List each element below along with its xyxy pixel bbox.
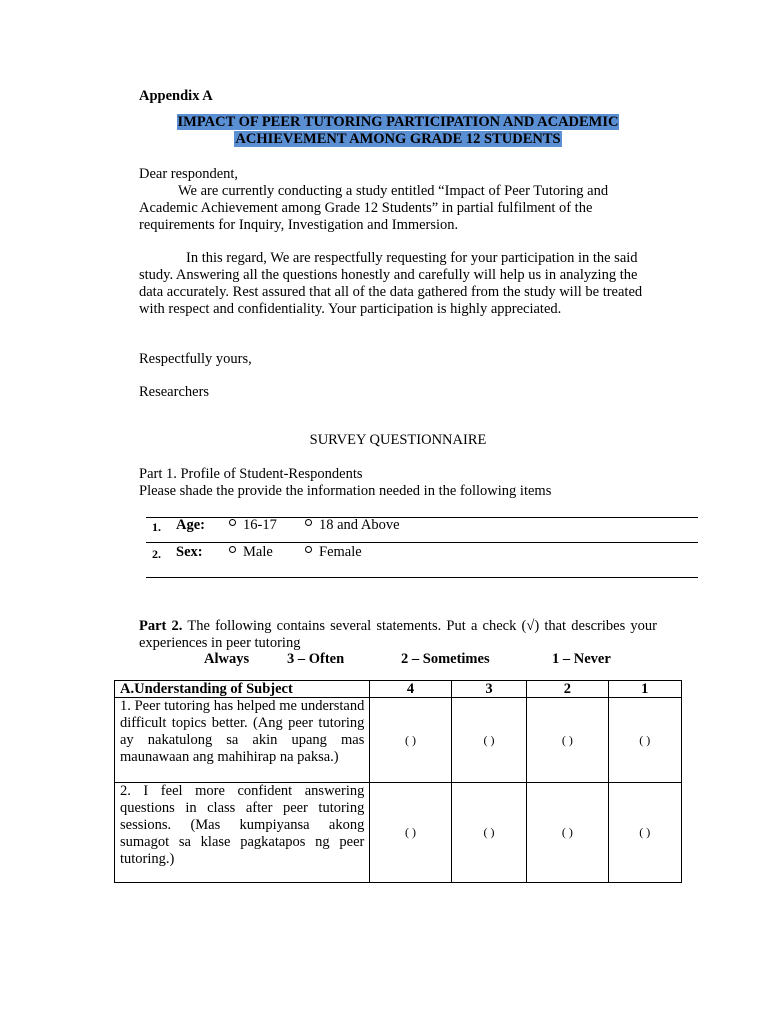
- title-line-2: ACHIEVEMENT AMONG GRADE 12 STUDENTS: [235, 131, 561, 147]
- paragraph-2: In this regard, We are respectfully requesting for your participation in the said study. Answering all the questions honestly and carefully will help us in analyzing the data accurately. Rest assured that all of the data gathered from the study will be treated with respect and confidentiality. Your participation is highly appreciated.: [139, 250, 643, 317]
- table-header-row: [115, 681, 682, 698]
- title-line-1: IMPACT OF PEER TUTORING PARTICIPATION AND ACADEMIC: [177, 114, 619, 130]
- radio-circle-icon: [305, 519, 312, 526]
- part1-heading: Part 1. Profile of Student-Respondents: [139, 466, 363, 482]
- salutation: Dear respondent,: [139, 166, 239, 182]
- rating-4-checkbox[interactable]: ( ): [370, 698, 451, 783]
- sex-option-male[interactable]: Male: [229, 544, 273, 561]
- rating-1-checkbox[interactable]: ( ): [608, 698, 681, 783]
- part2-instruction: Part 2. The following contains several statements. Put a check (√) that describes your experiences in peer tutoring: [139, 618, 657, 651]
- scale-always: Always: [204, 651, 250, 667]
- sex-label: Sex:: [176, 544, 203, 560]
- radio-circle-icon: [305, 546, 312, 553]
- part2-label: Part 2.: [139, 618, 183, 634]
- table-row: [115, 783, 682, 883]
- survey-title: SURVEY QUESTIONNAIRE: [309, 432, 487, 448]
- appendix-label: Appendix A: [139, 88, 213, 104]
- scale-never: 1 – Never: [552, 651, 611, 667]
- rating-4-checkbox[interactable]: ( ): [370, 783, 451, 883]
- column-header: 2: [527, 681, 608, 698]
- rating-3-checkbox[interactable]: ( ): [451, 698, 526, 783]
- section-header: A.Understanding of Subject: [115, 681, 370, 698]
- age-label: Age:: [176, 517, 205, 533]
- rating-3-checkbox[interactable]: ( ): [451, 783, 526, 883]
- radio-circle-icon: [229, 519, 236, 526]
- statement-2: 2. I feel more confident answering questions in class after peer tutoring sessions. (Mas kumpiyansa akong sumagot sa klase pagkatapos ng peer tutoring.): [115, 783, 370, 883]
- document-title: [139, 114, 657, 148]
- column-header: 4: [370, 681, 451, 698]
- column-header: 1: [608, 681, 681, 698]
- column-header: 3: [451, 681, 526, 698]
- age-option-16-17[interactable]: 16-17: [229, 517, 277, 534]
- radio-circle-icon: [229, 546, 236, 553]
- closing: Respectfully yours,: [139, 351, 252, 367]
- sex-option-female[interactable]: Female: [305, 544, 362, 561]
- signature: Researchers: [139, 384, 210, 400]
- scale-often: 3 – Often: [287, 651, 345, 667]
- rating-2-checkbox[interactable]: ( ): [527, 783, 608, 883]
- profile-item-number: 1.: [152, 520, 161, 534]
- scale-sometimes: 2 – Sometimes: [401, 651, 490, 667]
- part1-instruction: Please shade the provide the information needed in the following items: [139, 483, 552, 499]
- divider: [146, 542, 698, 543]
- age-option-18-above[interactable]: 18 and Above: [305, 517, 400, 534]
- divider: [146, 577, 698, 578]
- paragraph-1: We are currently conducting a study entitled “Impact of Peer Tutoring and Academic Achievement among Grade 12 Students” in partial fulfilment of the requirements for Inquiry, Investigation and Immersion.: [139, 183, 609, 233]
- rating-1-checkbox[interactable]: ( ): [608, 783, 681, 883]
- profile-item-number: 2.: [152, 547, 161, 561]
- statement-1: 1. Peer tutoring has helped me understand difficult topics better. (Ang peer tutoring ay nakatulong sa akin upang mas maunawaan ang mahihirap na paksa.): [115, 698, 370, 783]
- table-row: [115, 698, 682, 783]
- rating-2-checkbox[interactable]: ( ): [527, 698, 608, 783]
- likert-table: [114, 680, 682, 883]
